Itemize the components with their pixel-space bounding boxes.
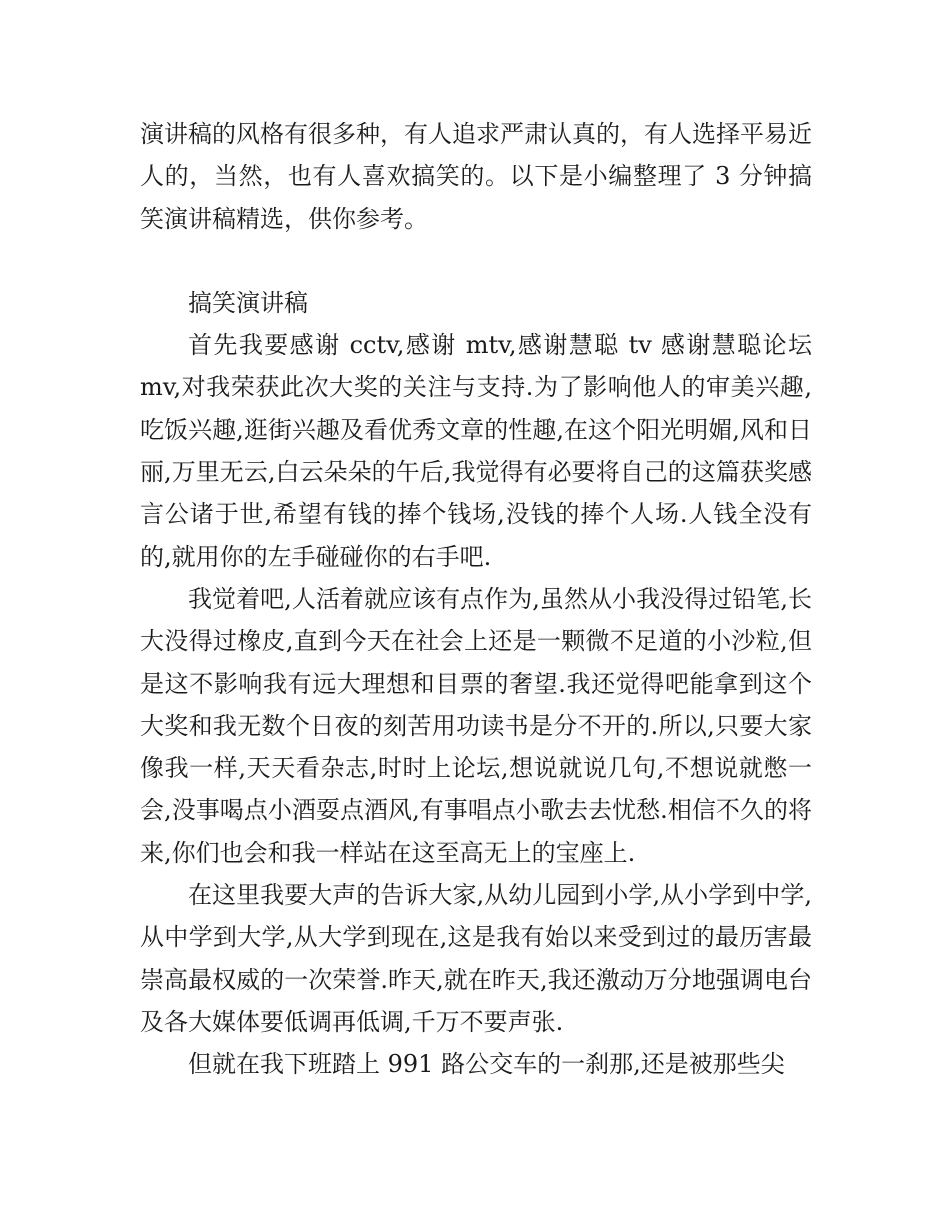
document-page [140,113,812,1086]
body-paragraph-1: 首先我要感谢 cctv,感谢 mtv,感谢慧聪 tv 感谢慧聪论坛mv,对我荣获此次大奖的关注与支持.为了影响他人的审美兴趣,吃饭兴趣,逛街兴趣及看优秀文章的性趣,在这个阳光明媚,风和日丽,万里无云,白云朵朵的午后,我觉得有必要将自己的这篇获奖感言公诸于世,希望有钱的捧个钱场,没钱的捧个人场.人钱全没有的,就用你的左手碰碰你的右手吧. [140,331,812,571]
body-paragraph-3: 在这里我要大声的告诉大家,从幼儿园到小学,从小学到中学,从中学到大学,从大学到现在,这是我有始以来受到过的最历害最崇高最权威的一次荣誉.昨天,就在昨天,我还激动万分地强调电台及各大媒体要低调再低调,千万不要声张. [140,881,812,1036]
body-paragraph-2: 我觉着吧,人活着就应该有点作为,虽然从小我没得过铅笔,长大没得过橡皮,直到今天在社会上还是一颗微不足道的小沙粒,但是这不影响我有远大理想和目票的奢望.我还觉得吧能拿到这个大奖和我无数个日夜的刻苦用功读书是分不开的.所以,只要大家像我一样,天天看杂志,时时上论坛,想说就说几句,不想说就憋一会,没事喝点小酒耍点酒风,有事唱点小歌去去忧愁.相信不久的将来,你们也会和我一样站在这至高无上的宝座上. [140,584,812,867]
section-title: 搞笑演讲稿 [188,288,308,317]
intro-paragraph: 演讲稿的风格有很多种，有人追求严肃认真的，有人选择平易近人的，当然，也有人喜欢搞笑的。以下是小编整理了 3 分钟搞笑演讲稿精选，供你参考。 [140,120,812,233]
body-paragraph-4: 但就在我下班踏上 991 路公交车的一刹那,还是被那些尖 [188,1050,785,1079]
